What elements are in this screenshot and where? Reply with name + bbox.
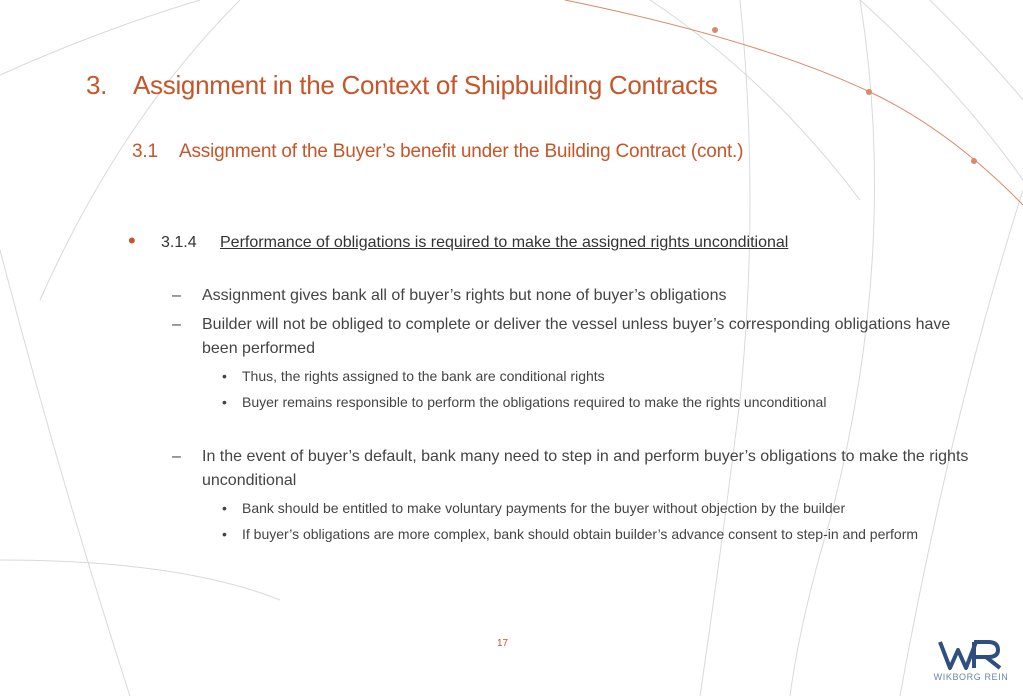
slide-title-text: Assignment in the Context of Shipbuilding Contracts: [133, 70, 718, 100]
dash-bullet: –: [172, 316, 181, 333]
sub-list-item-text: If buyer’s obligations are more complex, bank should obtain builder’s advance consent to step-in and perform: [242, 526, 919, 542]
sub-list-item: [222, 499, 982, 517]
list-item-text: Assignment gives bank all of buyer’s rights but none of buyer’s obligations: [202, 287, 727, 304]
wikborg-rein-logo: [928, 636, 1014, 684]
logo-text: WIKBORG REIN: [933, 672, 1009, 682]
logo-monogram-icon: [928, 636, 1014, 672]
list-item: [172, 445, 972, 493]
slide-title: [86, 70, 717, 101]
slide-subtitle: [132, 141, 743, 163]
sub-list-item-text: Buyer remains responsible to perform the obligations required to make the rights unconditional: [242, 394, 827, 410]
section-heading-text: Performance of obligations is required to make the assigned rights unconditional: [220, 234, 789, 251]
bullet-icon: •: [128, 228, 136, 253]
list-item: [172, 284, 972, 308]
sub-list-item-text: Bank should be entitled to make voluntary payments for the buyer without objection by the builder: [242, 500, 846, 516]
sub-list-item: [222, 393, 982, 411]
list-item: [172, 313, 972, 361]
dash-bullet: –: [172, 287, 181, 304]
dot-bullet: •: [222, 500, 227, 516]
sub-list-item-text: Thus, the rights assigned to the bank are conditional rights: [242, 368, 605, 384]
slide-title-number: 3.: [86, 70, 108, 100]
dot-bullet: •: [222, 526, 227, 542]
list-item-text: In the event of buyer’s default, bank many need to step in and perform buyer’s obligations to make the rights unconditional: [202, 448, 969, 489]
list-item-text: Builder will not be obliged to complete or deliver the vessel unless buyer’s corresponding obligations have been performed: [202, 316, 951, 357]
section-heading: [128, 228, 828, 256]
page-number: 17: [497, 638, 509, 649]
sub-list-item: [222, 367, 982, 385]
dot-bullet: •: [222, 394, 227, 410]
slide-subtitle-text: Assignment of the Buyer’s benefit under the Building Contract (cont.): [179, 141, 744, 162]
sub-list-item: [222, 525, 982, 543]
section-number: 3.1.4: [161, 234, 197, 251]
slide-subtitle-number: 3.1: [132, 141, 158, 162]
dot-bullet: •: [222, 368, 227, 384]
dash-bullet: –: [172, 448, 181, 465]
